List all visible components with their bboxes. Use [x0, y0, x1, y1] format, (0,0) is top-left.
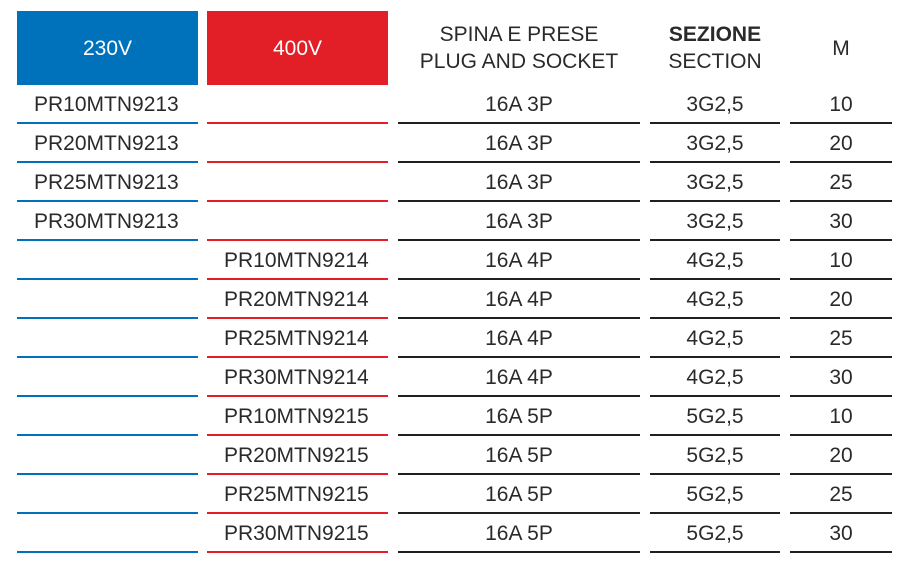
- cell-400v: [207, 202, 388, 241]
- header-230v-label: 230V: [82, 36, 133, 60]
- header-400v-label: 400V: [272, 36, 323, 60]
- cell-section: 4G2,5: [650, 280, 780, 319]
- cell-230v: PR20MTN9213: [17, 124, 198, 163]
- header-plug-italian: SPINA E PRESE: [439, 23, 599, 46]
- cell-230v: [17, 514, 198, 553]
- table-row: [0, 280, 899, 319]
- table-row: [0, 85, 899, 124]
- cell-length: 20: [790, 280, 892, 319]
- header-section-english: SECTION: [668, 50, 762, 73]
- cell-section: 5G2,5: [650, 514, 780, 553]
- header-section-italian: SEZIONE: [668, 23, 762, 46]
- cell-400v: [207, 85, 388, 124]
- cell-section: 4G2,5: [650, 358, 780, 397]
- table-row: [0, 436, 899, 475]
- cell-230v: [17, 436, 198, 475]
- cell-plug-socket: 16A 5P: [398, 397, 640, 436]
- cell-400v: PR10MTN9215: [207, 397, 388, 436]
- cell-plug-socket: 16A 3P: [398, 163, 640, 202]
- cell-length: 20: [790, 436, 892, 475]
- cell-length: 25: [790, 163, 892, 202]
- cell-400v: PR30MTN9215: [207, 514, 388, 553]
- table-row: [0, 202, 899, 241]
- table-row: [0, 124, 899, 163]
- cell-plug-socket: 16A 4P: [398, 280, 640, 319]
- table-row: [0, 163, 899, 202]
- cell-400v: PR20MTN9214: [207, 280, 388, 319]
- cell-plug-socket: 16A 3P: [398, 124, 640, 163]
- table-row: [0, 397, 899, 436]
- header-plug-socket: [398, 11, 640, 85]
- cell-length: 30: [790, 202, 892, 241]
- cell-400v: PR25MTN9214: [207, 319, 388, 358]
- cell-section: 4G2,5: [650, 319, 780, 358]
- cell-length: 10: [790, 85, 892, 124]
- cell-section: 5G2,5: [650, 436, 780, 475]
- cell-length: 25: [790, 319, 892, 358]
- table-body: [0, 85, 899, 553]
- cell-section: 5G2,5: [650, 397, 780, 436]
- cell-section: 3G2,5: [650, 163, 780, 202]
- cell-400v: PR20MTN9215: [207, 436, 388, 475]
- header-section: [650, 11, 780, 85]
- cell-230v: [17, 397, 198, 436]
- cell-400v: [207, 124, 388, 163]
- cell-230v: [17, 358, 198, 397]
- cell-section: 5G2,5: [650, 475, 780, 514]
- cell-plug-socket: 16A 4P: [398, 358, 640, 397]
- table-row: [0, 475, 899, 514]
- header-length: [790, 11, 892, 85]
- cell-plug-socket: 16A 4P: [398, 319, 640, 358]
- cell-230v: PR30MTN9213: [17, 202, 198, 241]
- cell-230v: [17, 241, 198, 280]
- header-230v: [17, 11, 198, 85]
- cell-400v: PR30MTN9214: [207, 358, 388, 397]
- cell-plug-socket: 16A 3P: [398, 85, 640, 124]
- cell-length: 10: [790, 397, 892, 436]
- cell-plug-socket: 16A 5P: [398, 436, 640, 475]
- cell-400v: PR10MTN9214: [207, 241, 388, 280]
- header-length-label: M: [832, 36, 850, 60]
- header-plug-english: PLUG AND SOCKET: [419, 50, 619, 73]
- cell-length: 30: [790, 514, 892, 553]
- header-400v: [207, 11, 388, 85]
- cell-230v: PR10MTN9213: [17, 85, 198, 124]
- cell-plug-socket: 16A 5P: [398, 475, 640, 514]
- table-row: [0, 241, 899, 280]
- cell-length: 10: [790, 241, 892, 280]
- cell-400v: [207, 163, 388, 202]
- cell-section: 3G2,5: [650, 85, 780, 124]
- cell-230v: [17, 280, 198, 319]
- cell-230v: [17, 475, 198, 514]
- cell-length: 25: [790, 475, 892, 514]
- table-row: [0, 358, 899, 397]
- cell-plug-socket: 16A 5P: [398, 514, 640, 553]
- cell-section: 3G2,5: [650, 202, 780, 241]
- cell-length: 20: [790, 124, 892, 163]
- cell-section: 3G2,5: [650, 124, 780, 163]
- table-row: [0, 319, 899, 358]
- cell-400v: PR25MTN9215: [207, 475, 388, 514]
- cell-length: 30: [790, 358, 892, 397]
- table-row: [0, 514, 899, 553]
- cell-plug-socket: 16A 3P: [398, 202, 640, 241]
- cell-230v: [17, 319, 198, 358]
- cell-230v: PR25MTN9213: [17, 163, 198, 202]
- cell-plug-socket: 16A 4P: [398, 241, 640, 280]
- cell-section: 4G2,5: [650, 241, 780, 280]
